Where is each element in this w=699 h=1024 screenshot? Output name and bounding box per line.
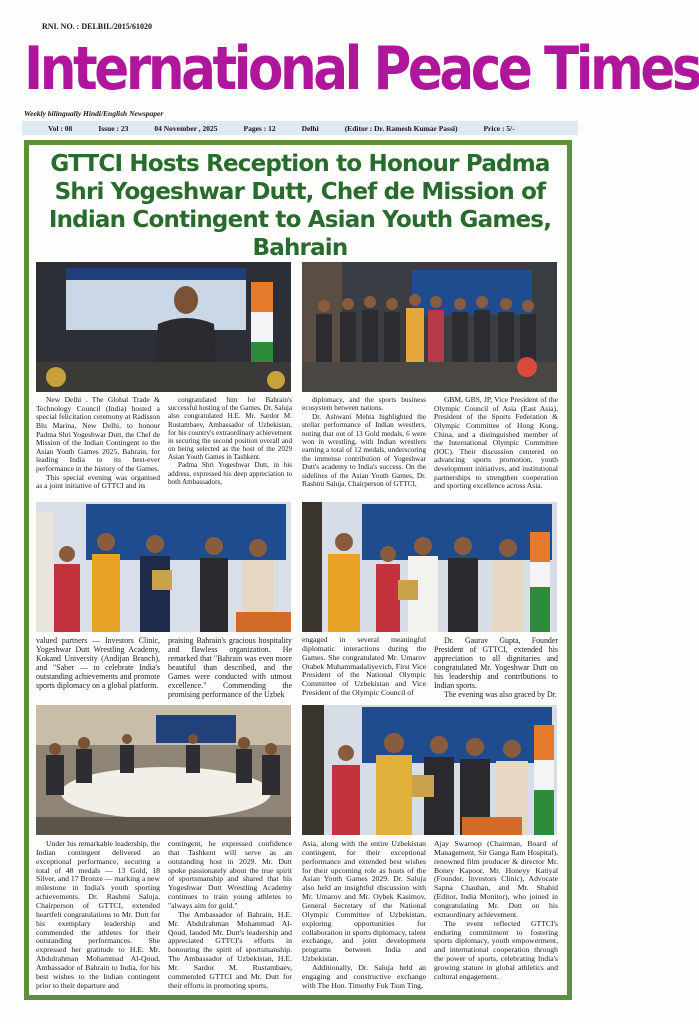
paragraph: diplomacy, and the sports business ecosystem between nations.: [302, 395, 426, 413]
tagline: Weekly bilingually Hindi/English Newspaper: [24, 109, 164, 118]
paragraph: Dr. Ashwani Mehta highlighted the stellar performance of Indian wrestlers, noting that out of 13 Gold medals, 6 were won in wrestling, with Indian wrestlers earning a total of 12 medals, underscoring the immense contribution of Yogeshwar Dutt's academy to India's success. On the sidelines of the Asian Youth Games, Dr. Rashmi Saluja, Chairperson of GTTCI,: [302, 411, 426, 488]
article-col3-block2: [302, 636, 426, 698]
paragraph: engaged in several meaningful diplomatic interactions during the Games. She congratulated Mr. Umarov Otabek Muhammadaliyevich, First Vice President of the National Olympic Committee of Uzbekistan and Vice President of the Olympic Council of: [302, 635, 426, 698]
photo-round-table-meeting: [36, 705, 291, 835]
article-col1-block3: [36, 840, 160, 991]
article-col2-block1: [168, 396, 292, 486]
paragraph: Dr. Gaurav Gupta, Founder President of GTTCI, extended his appreciation to all dignitaries and congratulated Mr. Yogeshwar Dutt on his leadership and contributions to Indian sports.: [434, 636, 558, 691]
editor: (Editor : Dr. Ramesh Kumar Passi): [344, 123, 458, 133]
paragraph: valued partners — Investors Clinic, Yogeshwar Dutt Wrestling Academy, Kokand University (Andijan Branch), and "Saber — to celebrate India's outstanding achievements and promote sports diplomacy on a global platform.: [36, 636, 160, 691]
article-col4-block1: [434, 396, 558, 491]
paragraph: The evening was also graced by Dr.: [444, 690, 557, 700]
paragraph: This special evening was organised as a joint initiative of GTTCI and its: [36, 472, 160, 491]
article-col1-block1: [36, 396, 160, 491]
paragraph: Asia, along with the entire Uzbekistan contingent, for their exceptional performance and extended best wishes for their upcoming role as hosts of the Asian Youth Games 2029. Dr. Saluja also held an insightful discussion with Mr. Umarov and Mr. Oybek Kasimov, General Secretary of the National Olympic Committee of Uzbekistan, exploring opportunities for collaboration in sports diplomacy, talent exchange, and joint development programs between India and Uzbekistan.: [302, 839, 426, 964]
paragraph: Padma Shri Yogeshwar Dutt, in his address, expressed his deep appreciation to both Ambassadors,: [168, 461, 292, 486]
article-col1-block2: [36, 636, 160, 690]
paragraph: GBM, GBS, JP, Vice President of the Olympic Council of Asia (East Asia), President of the Sports Federation & Olympic Committee of Hong Kong, China, and a distinguished member of the International Olympic Committee (IOC). Their discussion centered on advancing sports promotion, youth development initiatives, and institutional partnerships to strengthen cooperation and sporting excellence across Asia.: [434, 395, 558, 491]
city: Delhi: [301, 123, 319, 133]
article-col4-block3: [434, 840, 558, 982]
volume: Vol : 08: [48, 123, 73, 133]
paragraph: Additionally, Dr. Saluja held an engaging and constructive exchange with The Hon. Timothy Fok Tsun Ting,: [302, 963, 426, 990]
issue-info-bar: [22, 121, 578, 135]
paragraph: contingent, he expressed confidence that Tashkent will serve as an outstanding host in 2029. Mr. Dutt spoke passionately about the true spirit of sportsmanship and shared that his Yogeshwar Dutt Wrestling Academy continues to train young athletes to "always aim for gold.": [168, 839, 292, 911]
article-col3-block3: [302, 840, 426, 991]
paragraph: congratulated him for Bahrain's successful hosting of the Games. Dr. Saluja also congratulated H.E. Mr. Sardor M. Rustambaev, Ambassador of Uzbekistan, for his country's extraordinary achievement in securing the second position overall and on being selected as the host of the 2029 Asian Youth Games in Tashkent.: [168, 396, 292, 462]
article-col2-block3: [168, 840, 292, 991]
article-headline: GTTCI Hosts Reception to Honour Padma Shri Yogeshwar Dutt, Chef de Mission of Indian Contingent to Asian Youth Games, Bahrain: [48, 151, 552, 261]
newspaper-masthead: International Peace Times: [24, 34, 699, 104]
article-col2-block2: [168, 636, 292, 700]
paragraph: The event reflected GTTCI's enduring commitment to fostering sports diplomacy, youth empowerment, and international cooperation through the power of sports, celebrating India's growing stature in global athletics and cultural engagement.: [434, 918, 558, 981]
paragraph: praising Bahrain's gracious hospitality and flawless organization. He remarked that "Bahrain was even more beautiful than described, and the Games were conducted with utmost excellence." Commending the promising performance of the Uzbek: [168, 636, 292, 700]
issue-number: Issue : 23: [98, 123, 129, 133]
registration-number: RNI. NO. : DELBIL/2015/61020: [42, 22, 153, 31]
paragraph: Under his remarkable leadership, the Indian contingent delivered an exceptional performance, securing a total of 48 medals — 13 Gold, 18 Silver, and 17 Bronze — marking a new milestone in India's youth sporting achievements. Dr. Rashmi Saluja, Chairperson of GTTCI, extended heartfelt congratulations to Mr. Dutt for his exemplary leadership and commended the athletes for their outstanding performances. She expressed her gratitude to H.E. Mr. Abdulrahman Mohammad Al-Qoud, Ambassador of Bahrain to India, for his best wishes to the Indian contingent prior to their departure and: [36, 839, 160, 990]
photo-award-ceremony: [302, 502, 557, 632]
photo-speaker-podium: [36, 262, 291, 392]
paragraph: New Delhi . The Global Trade & Technology Council (India) hosted a special felicitation ceremony at Radisson Blu Marina, New Delhi, to honour Padma Shri Yogeshwar Dutt, the Chef de Mission of the Indian Contingent to the Asian Youth Games 2025, Bahrain, for leading India to its best-ever performance in the history of the Games.: [36, 395, 160, 473]
photo-dignitaries-group: [302, 705, 557, 835]
page-count: Pages : 12: [243, 123, 276, 133]
paragraph: Ajay Swaroop (Chairman, Board of Management, Sir Ganga Ram Hospital), renowned film producer & director Mr. Boney Kapoor, Mr. Honeyy Katiyal (Founder, Investors Clinic), Advocate Sapna Chauhan, and Mr. Shahid (Editor, India Monitor), who joined in congratulating Mr. Dutt on his extraordinary achievement.: [434, 839, 558, 919]
issue-date: 04 November , 2025: [154, 123, 218, 133]
price: Price : 5/-: [483, 123, 515, 133]
article-col4-block2: [434, 636, 558, 700]
article-col3-block1: [302, 396, 426, 488]
photo-group-stage: [302, 262, 557, 392]
photo-award-presentation: [36, 502, 291, 632]
paragraph: The Ambassador of Bahrain, H.E. Mr. Abdulrahman Mohammad Al-Qoud, lauded Mr. Dutt's leadership and appreciated GTTCI's efforts in honouring the spirit of sportsmanship. The Ambassador of Uzbekistan, H.E. Mr. Sardor M. Rustambaev, commended GTTCI and Mr. Dutt for their efforts in promoting sports,: [168, 909, 292, 990]
